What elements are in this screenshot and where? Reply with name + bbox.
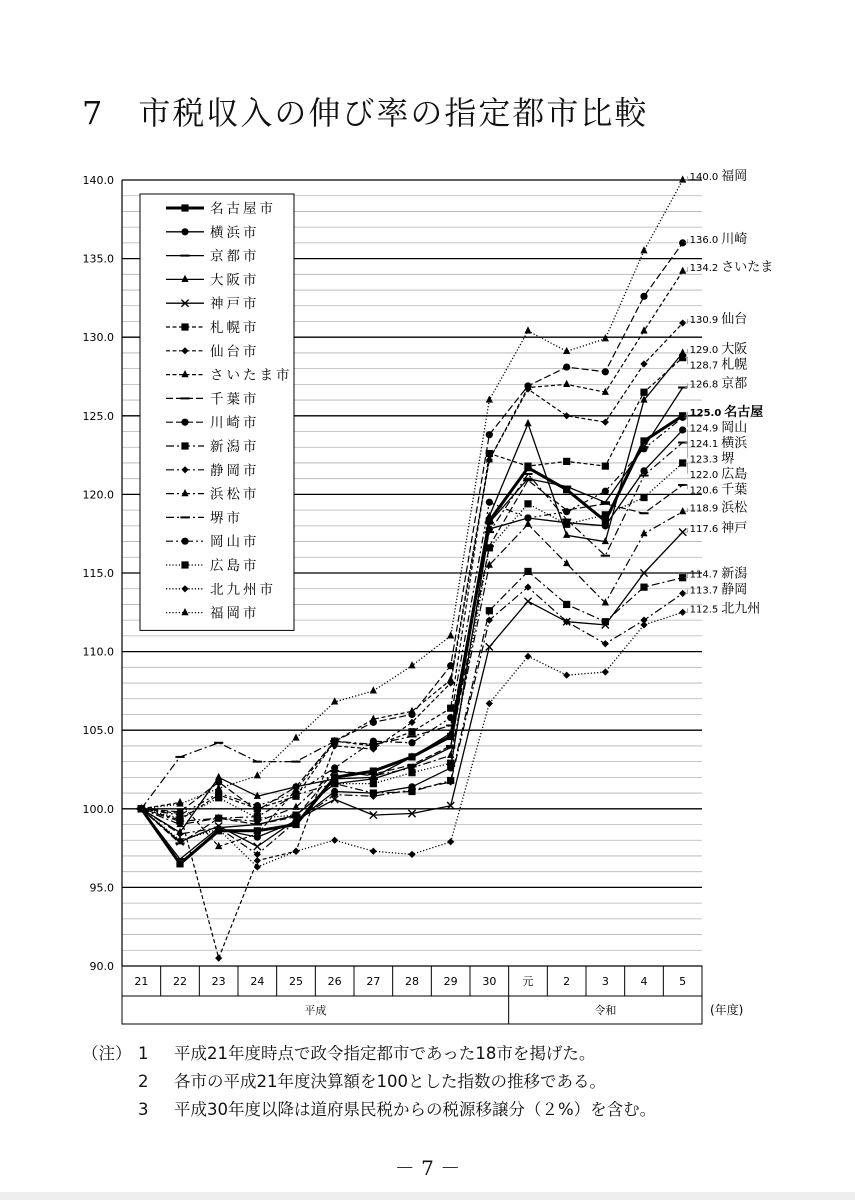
data-point bbox=[602, 618, 609, 625]
legend-marker bbox=[181, 561, 188, 568]
legend-label: 岡山市 bbox=[210, 534, 260, 551]
data-point bbox=[370, 780, 377, 787]
end-label-leader bbox=[685, 443, 688, 459]
end-city: 千葉 bbox=[721, 482, 748, 498]
data-point bbox=[447, 733, 454, 740]
end-label bbox=[690, 435, 749, 451]
note-text: 各市の平成21年度決算額を100とした指数の推移である。 bbox=[174, 1072, 606, 1091]
data-point bbox=[486, 395, 493, 402]
end-city: 堺 bbox=[721, 451, 735, 467]
end-city: さいたま bbox=[721, 260, 774, 276]
end-value: 129.0 bbox=[689, 344, 719, 356]
data-point bbox=[563, 559, 570, 566]
data-point bbox=[370, 719, 377, 726]
data-point bbox=[563, 363, 570, 370]
legend-label: 横浜市 bbox=[210, 224, 260, 241]
note-number: 1 bbox=[138, 1044, 149, 1063]
end-city: 福岡 bbox=[721, 169, 748, 184]
legend-label: 静岡市 bbox=[210, 462, 260, 479]
end-value: 124.1 bbox=[689, 438, 719, 450]
end-city: 浜松 bbox=[721, 500, 748, 516]
data-point bbox=[563, 508, 570, 515]
legend-label: 仙台市 bbox=[210, 343, 260, 360]
data-point bbox=[447, 662, 454, 669]
end-label bbox=[690, 500, 749, 516]
data-point bbox=[176, 815, 183, 822]
x-tick-label: 25 bbox=[289, 975, 303, 988]
end-label bbox=[690, 481, 748, 497]
data-point bbox=[602, 463, 609, 470]
data-point bbox=[254, 843, 261, 850]
legend-label: 京都市 bbox=[210, 248, 260, 265]
data-point bbox=[486, 607, 493, 614]
data-point bbox=[408, 711, 415, 718]
data-point bbox=[447, 631, 454, 638]
data-point bbox=[254, 863, 261, 870]
data-point bbox=[563, 601, 570, 608]
notes-section bbox=[82, 1040, 656, 1124]
end-label bbox=[690, 231, 748, 247]
end-city: 札幌 bbox=[721, 357, 748, 373]
end-value: 128.7 bbox=[689, 360, 719, 372]
data-point bbox=[408, 739, 415, 746]
end-city: 横浜 bbox=[721, 435, 748, 451]
y-tick-label: 95.0 bbox=[89, 881, 114, 895]
end-label bbox=[690, 420, 748, 435]
data-point bbox=[563, 412, 570, 419]
x-tick-label: 5 bbox=[679, 975, 687, 988]
end-value: 134.2 bbox=[689, 263, 719, 275]
legend-label: 広島市 bbox=[210, 558, 260, 574]
y-tick-label: 100.0 bbox=[82, 802, 114, 816]
end-label-leader bbox=[685, 267, 688, 271]
note-text: 平成21年度時点で政令指定都市であった18市を掲げた。 bbox=[174, 1044, 596, 1063]
data-point bbox=[602, 668, 609, 675]
x-tick-label: 元 bbox=[522, 975, 534, 988]
y-tick-label: 110.0 bbox=[82, 645, 114, 659]
end-value: 122.0 bbox=[689, 469, 719, 481]
data-point bbox=[447, 675, 454, 682]
data-point bbox=[563, 531, 570, 538]
data-point bbox=[640, 494, 647, 501]
legend-label: 福岡市 bbox=[210, 605, 260, 622]
data-point bbox=[640, 584, 647, 591]
data-point bbox=[292, 789, 299, 796]
data-point bbox=[563, 458, 570, 465]
y-tick-label: 115.0 bbox=[82, 567, 114, 580]
end-label bbox=[690, 312, 748, 327]
end-city: 仙台 bbox=[721, 312, 748, 328]
legend-label: 名古屋市 bbox=[210, 201, 276, 217]
end-city: 北九州 bbox=[721, 601, 761, 617]
era-label: 令和 bbox=[594, 1004, 617, 1017]
end-label bbox=[690, 260, 774, 275]
data-point bbox=[408, 753, 415, 760]
end-city: 大阪 bbox=[721, 341, 748, 357]
data-point bbox=[486, 431, 493, 438]
page-title-number: 7 bbox=[82, 94, 105, 132]
data-point bbox=[524, 419, 531, 426]
end-label bbox=[690, 520, 748, 536]
note-row-1 bbox=[82, 1040, 656, 1068]
data-point bbox=[331, 764, 338, 771]
end-value: 112.5 bbox=[689, 604, 719, 616]
data-point bbox=[640, 293, 647, 300]
data-point bbox=[215, 955, 222, 962]
end-label bbox=[690, 467, 748, 482]
y-tick-label: 135.0 bbox=[82, 252, 114, 266]
end-label bbox=[690, 567, 748, 582]
end-label bbox=[690, 169, 748, 184]
data-point bbox=[292, 848, 299, 855]
data-point bbox=[254, 857, 261, 864]
data-point bbox=[602, 598, 609, 605]
era-label: 平成 bbox=[304, 1004, 327, 1017]
page-bottom-edge bbox=[0, 1192, 855, 1200]
legend-marker bbox=[181, 323, 188, 330]
x-tick-label: 4 bbox=[640, 975, 648, 988]
end-label bbox=[690, 581, 748, 597]
data-point bbox=[254, 827, 261, 834]
end-value: 130.9 bbox=[689, 315, 719, 327]
data-point bbox=[563, 347, 570, 354]
data-point bbox=[602, 418, 609, 425]
data-point bbox=[331, 774, 338, 781]
y-tick-label: 130.0 bbox=[82, 331, 114, 345]
note-text: 平成30年度以降は道府県民税からの税源移譲分（２%）を含む。 bbox=[174, 1100, 657, 1119]
x-tick-label: 24 bbox=[250, 975, 265, 988]
data-point bbox=[602, 640, 609, 647]
y-tick-label: 105.0 bbox=[82, 724, 114, 738]
end-city: 京都 bbox=[721, 376, 748, 392]
data-point bbox=[331, 837, 338, 844]
page-title-text: 市税収入の伸び率の指定都市比較 bbox=[138, 94, 649, 132]
end-value: 126.8 bbox=[689, 379, 719, 391]
data-point bbox=[640, 389, 647, 396]
x-tick-label: 26 bbox=[327, 975, 342, 988]
legend-label: 浜松市 bbox=[210, 486, 260, 503]
data-point bbox=[640, 621, 647, 628]
end-value: 136.0 bbox=[689, 234, 719, 246]
data-point bbox=[370, 686, 377, 693]
data-point bbox=[292, 733, 299, 740]
end-label-leader bbox=[685, 349, 688, 353]
end-label bbox=[690, 404, 764, 420]
data-point bbox=[408, 851, 415, 858]
data-point bbox=[408, 769, 415, 776]
data-point bbox=[176, 860, 183, 867]
data-point bbox=[679, 175, 686, 182]
legend-label: 新潟市 bbox=[210, 439, 260, 455]
y-tick-label: 125.0 bbox=[82, 409, 114, 423]
legend-label: 北九州市 bbox=[210, 581, 276, 598]
end-value: 114.7 bbox=[689, 569, 719, 581]
end-value: 118.9 bbox=[689, 503, 719, 515]
note-number: 3 bbox=[138, 1100, 149, 1119]
data-point bbox=[679, 507, 686, 514]
data-point bbox=[563, 486, 570, 493]
notes-prefix: （注） bbox=[82, 1044, 132, 1063]
data-point bbox=[524, 464, 531, 471]
x-tick-label: 28 bbox=[405, 975, 419, 988]
y-tick-label: 140.0 bbox=[82, 174, 114, 187]
data-point bbox=[370, 767, 377, 774]
x-tick-label: 3 bbox=[601, 975, 609, 988]
legend-label: 千葉市 bbox=[210, 391, 260, 408]
end-label bbox=[690, 600, 761, 616]
note-row-3 bbox=[82, 1096, 656, 1124]
data-point bbox=[486, 544, 493, 551]
legend-marker bbox=[181, 228, 188, 235]
data-point bbox=[640, 246, 647, 253]
data-point bbox=[524, 598, 531, 605]
data-point bbox=[524, 382, 531, 389]
end-value: 117.6 bbox=[689, 524, 719, 536]
x-tick-label: 29 bbox=[443, 975, 458, 988]
end-label-leader bbox=[685, 508, 688, 512]
end-value: 140.0 bbox=[689, 172, 719, 183]
data-point bbox=[138, 805, 145, 812]
data-point bbox=[486, 499, 493, 506]
y-tick-label: 120.0 bbox=[82, 488, 114, 502]
data-point bbox=[292, 803, 299, 810]
data-point bbox=[524, 514, 531, 521]
end-label bbox=[690, 356, 748, 372]
legend-label: 大阪市 bbox=[210, 272, 260, 289]
data-point bbox=[524, 653, 531, 660]
end-city: 川崎 bbox=[721, 231, 748, 247]
x-tick-label: 21 bbox=[134, 975, 149, 988]
data-point bbox=[524, 326, 531, 333]
data-point bbox=[447, 760, 454, 767]
end-city: 新潟 bbox=[721, 566, 748, 582]
data-point bbox=[370, 738, 377, 745]
data-point bbox=[292, 783, 299, 790]
end-city: 広島 bbox=[721, 466, 748, 482]
end-city: 静岡 bbox=[721, 582, 748, 598]
data-point bbox=[563, 521, 570, 528]
legend-label: さいたま市 bbox=[210, 367, 293, 384]
data-point bbox=[524, 500, 531, 507]
year-unit-label: (年度) bbox=[710, 1003, 744, 1017]
data-point bbox=[254, 815, 261, 822]
legend-label: 川崎市 bbox=[210, 415, 260, 432]
data-point bbox=[602, 488, 609, 495]
data-point bbox=[408, 661, 415, 668]
end-value: 113.7 bbox=[689, 585, 719, 597]
y-tick-label: 90.0 bbox=[89, 960, 114, 973]
data-point bbox=[292, 811, 299, 818]
end-value: 124.9 bbox=[689, 423, 719, 435]
data-point bbox=[563, 672, 570, 679]
data-point bbox=[524, 568, 531, 575]
end-label bbox=[690, 376, 748, 392]
end-label bbox=[690, 341, 748, 357]
data-point bbox=[640, 437, 647, 444]
data-point bbox=[602, 518, 609, 525]
end-label bbox=[690, 450, 735, 466]
data-point bbox=[679, 267, 686, 274]
note-number: 2 bbox=[138, 1072, 149, 1091]
data-point bbox=[486, 518, 493, 525]
data-point bbox=[254, 802, 261, 809]
data-point bbox=[292, 821, 299, 828]
x-tick-label: 23 bbox=[211, 975, 226, 988]
legend-marker bbox=[181, 419, 188, 426]
data-point bbox=[447, 838, 454, 845]
legend-marker bbox=[181, 204, 188, 211]
x-tick-label: 2 bbox=[563, 975, 571, 988]
end-city: 岡山 bbox=[721, 420, 748, 436]
note-row-2 bbox=[82, 1068, 656, 1096]
legend-marker bbox=[181, 538, 188, 545]
end-city: 名古屋 bbox=[724, 404, 764, 420]
end-value: 123.3 bbox=[689, 454, 719, 466]
data-point bbox=[602, 368, 609, 375]
legend-label: 堺市 bbox=[210, 510, 243, 527]
data-point bbox=[563, 380, 570, 387]
x-tick-label: 22 bbox=[173, 975, 187, 988]
data-point bbox=[215, 827, 222, 834]
end-city: 神戸 bbox=[721, 521, 748, 537]
data-point bbox=[408, 728, 415, 735]
x-tick-label: 30 bbox=[482, 975, 497, 988]
end-value: 120.6 bbox=[689, 485, 719, 497]
page-number: － 7 － bbox=[394, 1156, 461, 1180]
data-point bbox=[254, 771, 261, 778]
x-tick-label: 27 bbox=[366, 975, 381, 988]
legend-marker bbox=[181, 442, 188, 449]
data-point bbox=[215, 794, 222, 801]
legend-label: 神戸市 bbox=[210, 296, 260, 313]
data-point bbox=[370, 848, 377, 855]
end-value: 125.0 bbox=[689, 407, 722, 419]
legend-label: 札幌市 bbox=[210, 320, 260, 336]
